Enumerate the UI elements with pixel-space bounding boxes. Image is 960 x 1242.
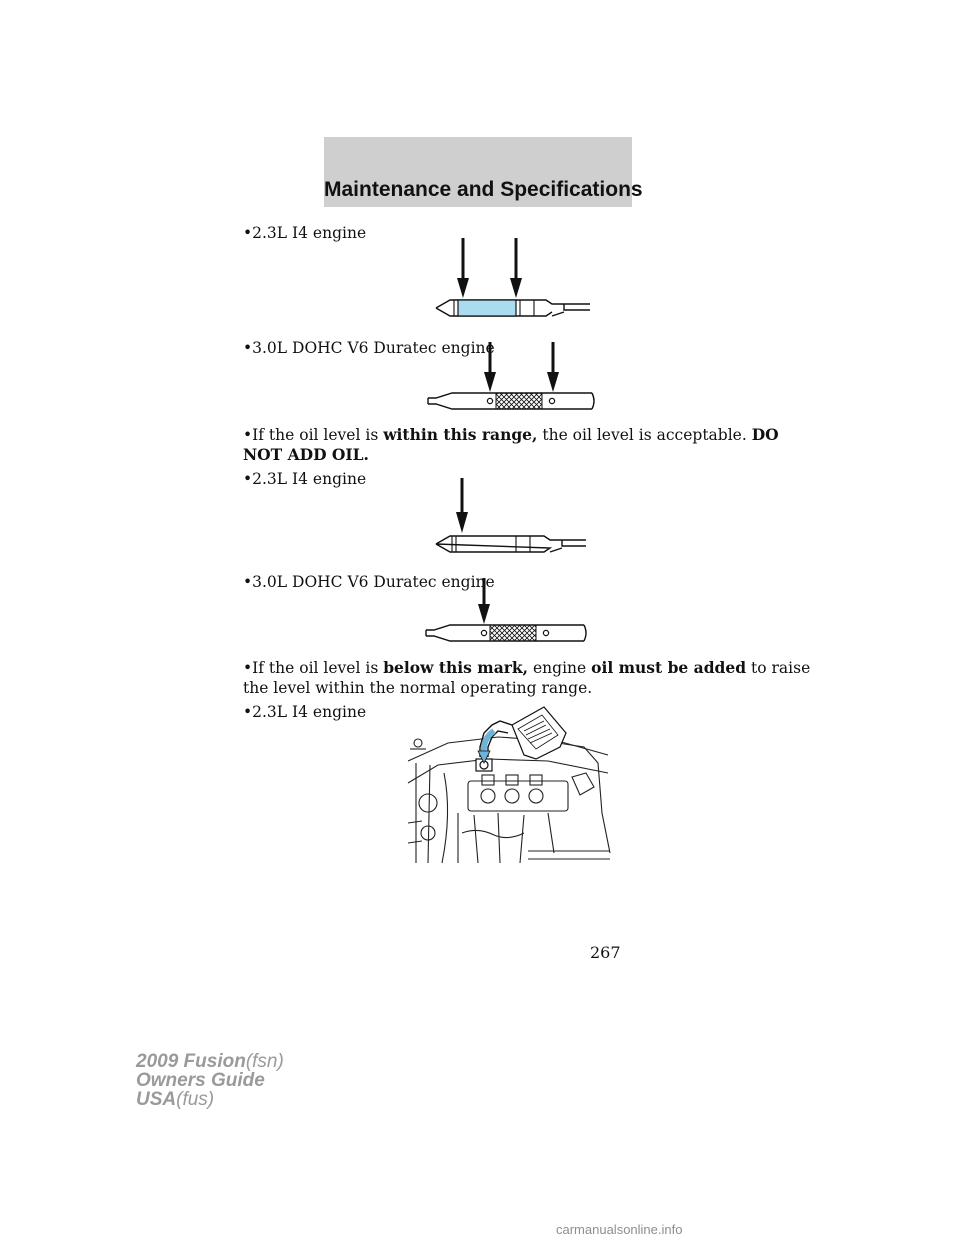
page-number: 267 [590,943,621,962]
dipstick-v6-low-illustration [422,578,592,646]
dipstick-i4-range-illustration [430,238,600,320]
text-segment: engine [528,659,592,677]
dipstick-i4-low-illustration [432,478,592,554]
footer-doc-info [136,1052,284,1109]
footer-model: 2009 Fusion [136,1051,246,1072]
bullet-i4-range: •2.3L I4 engine [243,224,367,242]
footer-region-code: (fus) [176,1089,215,1110]
engine-oil-fill-illustration [408,703,610,865]
footer-region: USA [136,1089,177,1110]
text-segment: •If the oil level is [243,659,384,677]
footer-guide: Owners Guide [136,1070,265,1091]
bullet-i4-low: •2.3L I4 engine [243,470,367,488]
paragraph-within-range [243,425,779,445]
text-segment: •If the oil level is [243,426,384,444]
footer-line-model [136,1052,284,1071]
section-title: Maintenance and Specifications [324,178,643,201]
text-segment: the oil level is acceptable. [537,426,752,444]
bullet-v6-range: •3.0L DOHC V6 Duratec engine [243,339,495,357]
footer-model-code: (fsn) [245,1051,284,1072]
text-bold: within this range, [383,425,538,444]
text-bold: DO [751,425,779,444]
dipstick-v6-range-illustration [424,342,604,412]
watermark: carmanualsonline.info [556,1222,683,1237]
paragraph-below-mark-line2: the level within the normal operating range. [243,679,593,697]
text-bold: below this mark, [383,658,529,677]
paragraph-below-mark [243,658,810,678]
bullet-v6-low: •3.0L DOHC V6 Duratec engine [243,573,495,591]
bullet-i4-fill: •2.3L I4 engine [243,703,367,721]
text-segment: to raise [746,659,811,677]
paragraph-within-range-line2: NOT ADD OIL. [243,445,369,464]
text-bold: oil must be added [591,658,747,677]
footer-line-region [136,1090,284,1109]
